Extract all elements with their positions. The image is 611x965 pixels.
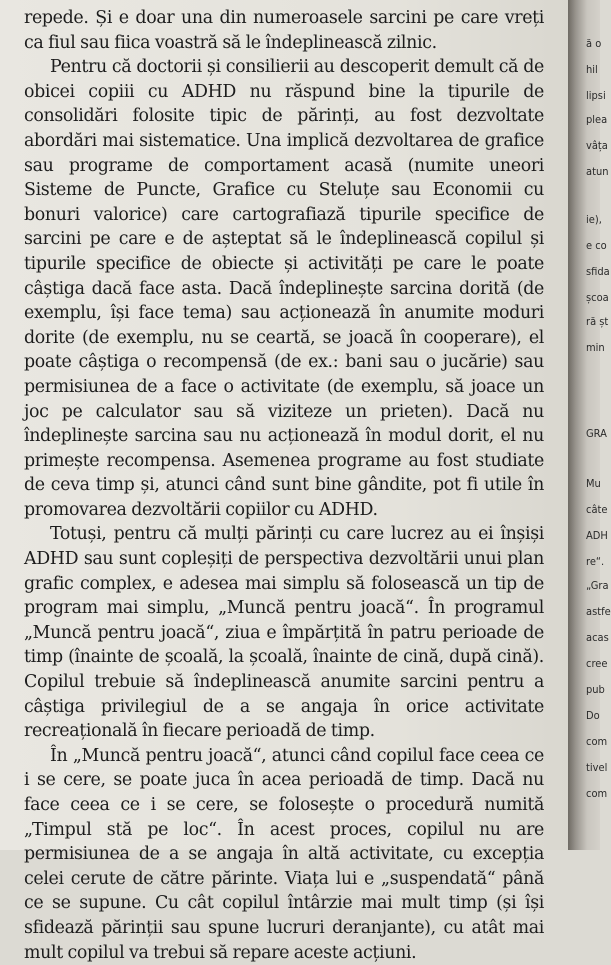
gutter-fragment: plea <box>586 113 608 126</box>
gutter-fragment: hil <box>586 63 598 76</box>
gutter-fragment: lipsi <box>586 89 606 102</box>
gutter-fragment: com <box>586 787 608 800</box>
paragraph-systematic-approaches: Pentru că doctorii și consilierii au descoperit demult că de obicei copiii cu ADHD nu răspund bine la tipurile de consolidări folosite tipic de părinți, au fost dezvoltate abordări mai sistematice. Una implică dezvoltarea de grafice sau programe de comportament acasă (numite uneori Sisteme de Puncte, Grafice cu Steluțe sau Economii cu bonuri valorice) care cartografiază tipurile specifice de sarcini pe care e de așteptat să le îndeplinească copilul și tipurile specifice de obiecte și activități pe care le poate câștiga dacă face asta. Dacă îndeplinește sarcina dorită (de exemplu, își face tema) sau acționează în anumite moduri dorite (de exemplu, nu se ceartă, se joacă în cooperare), el poate câștiga o recompensă (de ex.: bani sau o jucărie) sau permisiunea de a face o activitate (de exemplu, să joace un joc pe calculator sau să viziteze un prieten). Dacă nu îndeplinește sarcina sau nu acționează în modul dorit, el nu primește recompensa. Asemenea programe au fost studiate de ceva timp și, atunci când sunt bine gândite, pot fi utile în promovarea dezvoltării copiilor cu ADHD. <box>24 57 544 520</box>
gutter-fragment: min <box>586 341 605 354</box>
gutter-fragment: câte <box>586 503 608 516</box>
gutter-fragment: sfida <box>586 265 610 278</box>
gutter-fragment: școa <box>586 291 609 304</box>
gutter-fragment: com <box>586 735 608 748</box>
adjacent-page-edge <box>568 0 611 850</box>
gutter-fragment: astfe <box>586 605 611 618</box>
gutter-fragment: „Gra <box>586 579 609 592</box>
paragraph-time-stands-still: În „Muncă pentru joacă“, atunci când copilul face ceea ce i se cere, se poate juca în acea perioadă de timp. Dacă nu face ceea ce i se cere, se folosește o procedură numită „Timpul stă pe loc“. În acest proces, copilul nu are permisiunea de a se angaja în altă activitate, cu excepția celei cerute de către părinte. Viața lui e „suspendată“ până ce se supune. Cu cât copilul întârzie mai mult timp (și își sfidează părinții sau spune lucruri deranjante), cu atât mai mult copilul va trebui să repare aceste acțiuni. <box>24 745 544 963</box>
gutter-fragment: e co <box>586 239 607 252</box>
paragraph-work-for-play-intro: Totuși, pentru că mulți părinți cu care lucrez au ei înșiși ADHD sau sunt copleșiți de perspectiva dezvoltării unui plan grafic complex, e adesea mai simplu să folosească un tip de program mai simplu, „Muncă pentru joacă“. În programul „Muncă pentru joacă“, ziua e împărțită în patru perioade de timp (înainte de școală, la școală, înainte de cină, după cină). Copilul trebuie să îndeplinească anumite sarcini pentru a câștiga privilegiul de a se angaja în orice activitate recreațională în fiecare perioadă de timp. <box>24 524 544 742</box>
body-text <box>24 6 544 965</box>
gutter-fragment: ă o <box>586 37 602 50</box>
gutter-fragment: atun <box>586 165 609 178</box>
gutter-fragment: re“. <box>586 555 605 568</box>
gutter-fragment: cree <box>586 657 608 670</box>
gutter-fragment: ră șt <box>586 315 609 328</box>
gutter-fragment: pub <box>586 683 605 696</box>
gutter-fragment: tivel <box>586 761 608 774</box>
gutter-fragment: Mu <box>586 477 601 490</box>
gutter-fragment: ie), <box>586 213 602 226</box>
paragraph-continuation: repede. Și e doar una din numeroasele sarcini pe care vreți ca fiul sau fiica voastră să le îndeplinească zilnic. <box>24 8 544 53</box>
gutter-fragment: ADH <box>586 529 608 542</box>
gutter-fragment: acas <box>586 631 609 644</box>
gutter-fragment: vâța <box>586 139 608 152</box>
gutter-fragment: Do <box>586 709 600 722</box>
gutter-fragment: GRA <box>586 427 607 440</box>
